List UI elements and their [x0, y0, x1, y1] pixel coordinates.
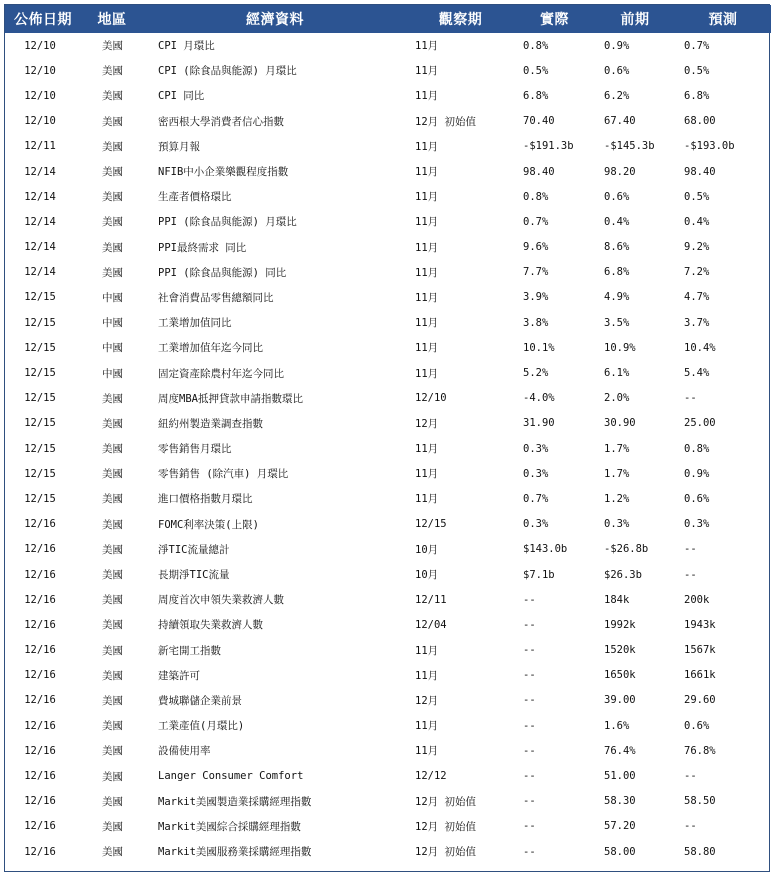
cell-prior: 0.3% [604, 518, 630, 531]
cell-prior: 67.40 [604, 115, 636, 128]
cell-actual: $143.0b [523, 543, 568, 556]
cell-prior: 58.30 [604, 795, 636, 808]
cell-region: 美國 [102, 594, 123, 607]
cell-forecast: 58.50 [684, 795, 716, 808]
table-row [5, 738, 771, 763]
cell-region: 美國 [102, 241, 123, 254]
cell-period: 12月 初始值 [415, 820, 476, 833]
cell-actual: 0.3% [523, 518, 549, 531]
cell-indicator: 進口價格指數月環比 [158, 493, 253, 506]
header-date: 公佈日期 [5, 5, 81, 33]
cell-indicator: 社會消費品零售總額同比 [158, 291, 274, 304]
cell-region: 美國 [102, 619, 123, 632]
cell-prior: 1.7% [604, 442, 630, 455]
cell-region: 美國 [102, 820, 123, 833]
cell-actual: -- [523, 669, 536, 682]
cell-period: 11月 [415, 669, 439, 682]
cell-period: 11月 [415, 241, 439, 254]
cell-period: 12/10 [415, 392, 447, 405]
cell-period: 11月 [415, 166, 439, 179]
cell-actual: 0.8% [523, 39, 549, 52]
cell-indicator: CPI (除食品與能源) 月環比 [158, 65, 297, 78]
cell-period: 11月 [415, 644, 439, 657]
cell-period: 12/12 [415, 770, 447, 783]
table-row [5, 109, 771, 134]
cell-actual: 70.40 [523, 115, 555, 128]
cell-forecast: 9.2% [684, 241, 710, 254]
cell-indicator: 生產者價格環比 [158, 191, 232, 204]
table-row [5, 537, 771, 562]
cell-date: 12/16 [24, 744, 56, 757]
cell-indicator: 預算月報 [158, 140, 200, 153]
cell-date: 12/16 [24, 644, 56, 657]
cell-actual: -- [523, 820, 536, 833]
cell-prior: -$26.8b [604, 543, 649, 556]
cell-region: 美國 [102, 493, 123, 506]
cell-date: 12/16 [24, 618, 56, 631]
cell-prior: 8.6% [604, 241, 630, 254]
cell-region: 美國 [102, 417, 123, 430]
cell-indicator: CPI 同比 [158, 90, 205, 103]
cell-date: 12/10 [24, 39, 56, 52]
cell-forecast: 68.00 [684, 115, 716, 128]
table-row [5, 638, 771, 663]
table-row [5, 411, 771, 436]
cell-forecast: 0.7% [684, 39, 710, 52]
cell-prior: 51.00 [604, 770, 636, 783]
cell-actual: 6.8% [523, 89, 549, 102]
cell-indicator: 周度MBA抵押貸款申請指數環比 [158, 392, 303, 405]
cell-forecast: -- [684, 820, 697, 833]
cell-indicator: 工業增加值年迄今同比 [158, 342, 263, 355]
economic-calendar-table [4, 4, 770, 872]
cell-prior: 1520k [604, 644, 636, 657]
cell-actual: 7.7% [523, 266, 549, 279]
table-row [5, 184, 771, 209]
cell-indicator: PPI (除食品與能源) 同比 [158, 266, 287, 279]
cell-period: 11月 [415, 291, 439, 304]
table-row [5, 360, 771, 385]
cell-date: 12/15 [24, 392, 56, 405]
cell-actual: -4.0% [523, 392, 555, 405]
cell-prior: 0.4% [604, 215, 630, 228]
cell-date: 12/14 [24, 215, 56, 228]
cell-date: 12/14 [24, 266, 56, 279]
cell-actual: 9.6% [523, 241, 549, 254]
header-actual: 實際 [514, 5, 595, 33]
cell-date: 12/16 [24, 593, 56, 606]
cell-date: 12/10 [24, 64, 56, 77]
cell-region: 美國 [102, 216, 123, 229]
cell-region: 美國 [102, 543, 123, 556]
cell-forecast: -$193.0b [684, 140, 735, 153]
cell-indicator: PPI最終需求 同比 [158, 241, 247, 254]
cell-period: 11月 [415, 266, 439, 279]
table-row [5, 486, 771, 511]
cell-period: 11月 [415, 342, 439, 355]
cell-region: 美國 [102, 191, 123, 204]
table-row [5, 612, 771, 637]
cell-prior: 98.20 [604, 165, 636, 178]
cell-date: 12/10 [24, 115, 56, 128]
cell-forecast: 0.6% [684, 719, 710, 732]
cell-forecast: -- [684, 770, 697, 783]
cell-forecast: 76.8% [684, 744, 716, 757]
cell-forecast: 10.4% [684, 341, 716, 354]
cell-period: 11月 [415, 367, 439, 380]
cell-region: 美國 [102, 795, 123, 808]
table-row [5, 260, 771, 285]
cell-region: 美國 [102, 846, 123, 859]
cell-period: 11月 [415, 90, 439, 103]
cell-period: 11月 [415, 468, 439, 481]
cell-indicator: 長期淨TIC流量 [158, 569, 230, 582]
cell-date: 12/14 [24, 241, 56, 254]
table-row [5, 587, 771, 612]
cell-forecast: -- [684, 568, 697, 581]
cell-period: 11月 [415, 191, 439, 204]
cell-actual: 0.3% [523, 442, 549, 455]
cell-prior: 2.0% [604, 392, 630, 405]
cell-prior: -$145.3b [604, 140, 655, 153]
cell-date: 12/16 [24, 669, 56, 682]
cell-period: 12/11 [415, 593, 447, 606]
cell-actual: 0.8% [523, 190, 549, 203]
cell-actual: 5.2% [523, 367, 549, 380]
header-prior: 前期 [595, 5, 675, 33]
cell-forecast: 0.6% [684, 492, 710, 505]
cell-indicator: 紐約州製造業調查指數 [158, 417, 263, 430]
cell-prior: 4.9% [604, 291, 630, 304]
cell-forecast: 7.2% [684, 266, 710, 279]
cell-date: 12/15 [24, 341, 56, 354]
cell-actual: 0.5% [523, 64, 549, 77]
cell-region: 美國 [102, 266, 123, 279]
cell-prior: 1.6% [604, 719, 630, 732]
cell-indicator: 建築許可 [158, 669, 200, 682]
cell-indicator: PPI (除食品與能源) 月環比 [158, 216, 297, 229]
cell-forecast: 1943k [684, 618, 716, 631]
cell-date: 12/11 [24, 140, 56, 153]
cell-period: 11月 [415, 443, 439, 456]
cell-date: 12/15 [24, 442, 56, 455]
cell-prior: 6.8% [604, 266, 630, 279]
cell-date: 12/14 [24, 190, 56, 203]
cell-indicator: 設備使用率 [158, 745, 211, 758]
economic-data-table [5, 5, 771, 864]
cell-date: 12/16 [24, 694, 56, 707]
table-row [5, 310, 771, 335]
cell-actual: -- [523, 593, 536, 606]
cell-indicator: 零售銷售月環比 [158, 443, 232, 456]
table-row [5, 789, 771, 814]
cell-prior: 57.20 [604, 820, 636, 833]
table-row [5, 159, 771, 184]
header-indicator: 經濟資料 [143, 5, 407, 33]
cell-forecast: 0.5% [684, 64, 710, 77]
cell-period: 10月 [415, 569, 439, 582]
cell-date: 12/15 [24, 492, 56, 505]
cell-prior: 184k [604, 593, 630, 606]
table-row [5, 386, 771, 411]
cell-indicator: 工業增加值同比 [158, 317, 232, 330]
cell-region: 美國 [102, 90, 123, 103]
cell-period: 12月 初始值 [415, 795, 476, 808]
table-row [5, 814, 771, 839]
cell-actual: -- [523, 770, 536, 783]
cell-prior: $26.3b [604, 568, 642, 581]
cell-indicator: 固定資產除農村年迄今同比 [158, 367, 284, 380]
table-row [5, 512, 771, 537]
cell-period: 12月 初始值 [415, 115, 476, 128]
cell-actual: $7.1b [523, 568, 555, 581]
cell-region: 美國 [102, 694, 123, 707]
table-row [5, 663, 771, 688]
cell-actual: -- [523, 744, 536, 757]
table-row [5, 461, 771, 486]
cell-region: 美國 [102, 569, 123, 582]
header-forecast: 預測 [675, 5, 771, 33]
cell-forecast: 3.7% [684, 316, 710, 329]
cell-actual: 3.8% [523, 316, 549, 329]
cell-date: 12/15 [24, 467, 56, 480]
table-row [5, 839, 771, 864]
cell-region: 中國 [102, 367, 123, 380]
cell-region: 美國 [102, 770, 123, 783]
cell-indicator: CPI 月環比 [158, 40, 215, 53]
cell-indicator: Langer Consumer Comfort [158, 770, 304, 783]
cell-actual: -- [523, 795, 536, 808]
cell-period: 11月 [415, 317, 439, 330]
table-row [5, 562, 771, 587]
cell-date: 12/16 [24, 820, 56, 833]
cell-period: 11月 [415, 140, 439, 153]
cell-indicator: 密西根大學消費者信心指數 [158, 115, 284, 128]
cell-period: 12月 [415, 417, 439, 430]
table-body [5, 33, 771, 864]
cell-actual: 31.90 [523, 417, 555, 430]
cell-prior: 0.6% [604, 64, 630, 77]
cell-region: 美國 [102, 644, 123, 657]
cell-forecast: -- [684, 543, 697, 556]
cell-prior: 6.2% [604, 89, 630, 102]
cell-prior: 76.4% [604, 744, 636, 757]
table-row [5, 58, 771, 83]
cell-date: 12/16 [24, 543, 56, 556]
cell-actual: -$191.3b [523, 140, 574, 153]
cell-actual: 3.9% [523, 291, 549, 304]
cell-indicator: 零售銷售 (除汽車) 月環比 [158, 468, 289, 481]
table-row [5, 335, 771, 360]
cell-indicator: 淨TIC流量總計 [158, 543, 230, 556]
cell-date: 12/15 [24, 417, 56, 430]
cell-period: 12/04 [415, 618, 447, 631]
cell-actual: 0.3% [523, 467, 549, 480]
cell-forecast: 0.3% [684, 518, 710, 531]
cell-region: 美國 [102, 669, 123, 682]
header-period: 觀察期 [407, 5, 514, 33]
cell-region: 中國 [102, 291, 123, 304]
cell-actual: 0.7% [523, 492, 549, 505]
cell-forecast: 1661k [684, 669, 716, 682]
cell-period: 11月 [415, 745, 439, 758]
header-row [5, 5, 771, 33]
cell-actual: -- [523, 845, 536, 858]
cell-period: 12月 初始值 [415, 846, 476, 859]
table-row [5, 763, 771, 788]
cell-prior: 10.9% [604, 341, 636, 354]
table-row [5, 33, 771, 58]
cell-region: 美國 [102, 392, 123, 405]
cell-region: 美國 [102, 745, 123, 758]
cell-region: 美國 [102, 115, 123, 128]
cell-forecast: 0.8% [684, 442, 710, 455]
cell-forecast: 1567k [684, 644, 716, 657]
cell-actual: -- [523, 694, 536, 707]
table-row [5, 713, 771, 738]
cell-region: 美國 [102, 468, 123, 481]
table-row [5, 134, 771, 159]
cell-date: 12/15 [24, 291, 56, 304]
cell-forecast: 0.5% [684, 190, 710, 203]
cell-indicator: Markit美國綜合採購經理指數 [158, 820, 301, 833]
cell-indicator: NFIB中小企業樂觀程度指數 [158, 166, 289, 179]
header-region: 地區 [81, 5, 143, 33]
cell-indicator: 工業產值(月環比) [158, 720, 245, 733]
cell-date: 12/15 [24, 367, 56, 380]
cell-date: 12/16 [24, 518, 56, 531]
cell-period: 11月 [415, 720, 439, 733]
cell-period: 11月 [415, 40, 439, 53]
cell-prior: 0.6% [604, 190, 630, 203]
cell-region: 美國 [102, 720, 123, 733]
table-row [5, 688, 771, 713]
cell-prior: 1.2% [604, 492, 630, 505]
cell-date: 12/16 [24, 719, 56, 732]
cell-forecast: 58.80 [684, 845, 716, 858]
table-row [5, 285, 771, 310]
cell-prior: 6.1% [604, 367, 630, 380]
cell-indicator: FOMC利率決策(上限) [158, 518, 259, 531]
cell-date: 12/16 [24, 770, 56, 783]
cell-indicator: 持續領取失業救濟人數 [158, 619, 263, 632]
cell-forecast: 29.60 [684, 694, 716, 707]
cell-prior: 1650k [604, 669, 636, 682]
table-row [5, 209, 771, 234]
table-row [5, 83, 771, 108]
cell-date: 12/16 [24, 568, 56, 581]
cell-forecast: 0.9% [684, 467, 710, 480]
cell-period: 11月 [415, 216, 439, 229]
cell-date: 12/15 [24, 316, 56, 329]
cell-prior: 3.5% [604, 316, 630, 329]
cell-prior: 39.00 [604, 694, 636, 707]
cell-forecast: 6.8% [684, 89, 710, 102]
cell-actual: -- [523, 644, 536, 657]
cell-forecast: 25.00 [684, 417, 716, 430]
cell-period: 11月 [415, 493, 439, 506]
cell-prior: 0.9% [604, 39, 630, 52]
cell-date: 12/16 [24, 795, 56, 808]
cell-period: 12/15 [415, 518, 447, 531]
cell-region: 美國 [102, 140, 123, 153]
cell-indicator: 周度首次申領失業救濟人數 [158, 594, 284, 607]
cell-region: 中國 [102, 317, 123, 330]
cell-forecast: 5.4% [684, 367, 710, 380]
cell-prior: 30.90 [604, 417, 636, 430]
cell-actual: -- [523, 719, 536, 732]
cell-period: 11月 [415, 65, 439, 78]
cell-region: 美國 [102, 65, 123, 78]
table-row [5, 235, 771, 260]
cell-prior: 1.7% [604, 467, 630, 480]
cell-date: 12/10 [24, 89, 56, 102]
cell-actual: 10.1% [523, 341, 555, 354]
cell-forecast: 4.7% [684, 291, 710, 304]
cell-forecast: -- [684, 392, 697, 405]
cell-actual: 0.7% [523, 215, 549, 228]
cell-region: 中國 [102, 342, 123, 355]
cell-indicator: 新宅開工指數 [158, 644, 221, 657]
cell-region: 美國 [102, 166, 123, 179]
cell-period: 10月 [415, 543, 439, 556]
cell-indicator: Markit美國製造業採購經理指數 [158, 795, 312, 808]
cell-region: 美國 [102, 443, 123, 456]
cell-actual: 98.40 [523, 165, 555, 178]
cell-date: 12/14 [24, 165, 56, 178]
cell-forecast: 0.4% [684, 215, 710, 228]
cell-indicator: 費城聯儲企業前景 [158, 694, 242, 707]
cell-prior: 58.00 [604, 845, 636, 858]
cell-region: 美國 [102, 518, 123, 531]
cell-prior: 1992k [604, 618, 636, 631]
cell-actual: -- [523, 618, 536, 631]
cell-forecast: 98.40 [684, 165, 716, 178]
cell-date: 12/16 [24, 845, 56, 858]
cell-indicator: Markit美國服務業採購經理指數 [158, 846, 312, 859]
cell-region: 美國 [102, 40, 123, 53]
table-row [5, 436, 771, 461]
cell-forecast: 200k [684, 593, 710, 606]
cell-period: 12月 [415, 694, 439, 707]
